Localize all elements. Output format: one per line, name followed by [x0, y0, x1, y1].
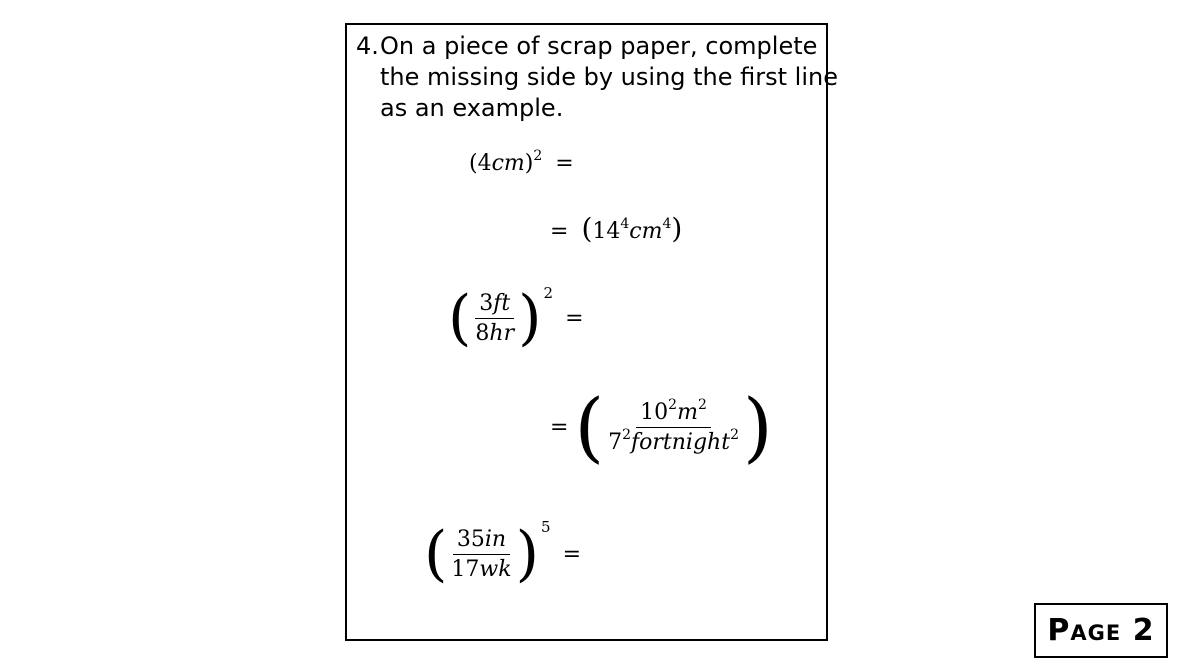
eq3-exponent: 2	[543, 284, 554, 302]
page-number-badge	[1034, 603, 1168, 658]
eq2-unit-exp: 4	[662, 216, 672, 232]
eq4-equals: =	[550, 414, 569, 440]
eq3-den-unit: hr	[489, 320, 515, 346]
eq3-fraction	[471, 291, 518, 346]
eq1-base: 4	[477, 151, 492, 176]
eq1-equals: =	[555, 151, 574, 176]
problem-number: 4.	[356, 32, 379, 60]
eq3-num-unit: ft	[493, 290, 511, 316]
eq3-equals: =	[565, 305, 584, 331]
eq4-num-coef-exp: 2	[668, 396, 678, 413]
eq5-equals: =	[562, 541, 581, 567]
eq4-num-coef: 10	[640, 399, 669, 425]
eq5-num-unit: in	[484, 526, 507, 552]
eq5-num-coef: 35	[456, 526, 485, 552]
eq4-num-unit: m	[677, 399, 698, 425]
eq1-exponent: 2	[533, 148, 543, 164]
eq2-coef: 14	[592, 219, 621, 244]
instruction-line-3: as an example.	[380, 94, 564, 122]
equation-3: ( $\frac{3ft}{8hr}$ ) 2 =	[448, 283, 584, 353]
eq4-den-unit-exp: 2	[730, 426, 739, 443]
instruction-line-1: On a piece of scrap paper, complete	[380, 32, 818, 60]
eq3-num-coef: 3	[479, 290, 494, 316]
eq4-fraction	[604, 396, 743, 455]
equation-5: ( $\frac{35in}{17wk}$ ) 5 =	[424, 518, 581, 589]
eq5-den-unit: wk	[479, 556, 512, 582]
eq2-coef-exp: 4	[620, 216, 630, 232]
eq2-equals: =	[550, 219, 569, 244]
eq5-fraction	[447, 527, 515, 582]
instruction-line-2: the missing side by using the first line	[380, 63, 838, 91]
equation-2: = $(14^4cm^4)$	[550, 212, 683, 245]
eq1-unit: cm	[491, 151, 525, 176]
eq4-den-unit: fortnight	[631, 429, 731, 455]
eq4-den-coef-exp: 2	[622, 426, 632, 443]
eq4-num-unit-exp: 2	[697, 396, 707, 413]
equation-4: = ( $\frac{10^2m^2}{7^2fortnight^2}$ )	[550, 382, 773, 471]
eq3-den-coef: 8	[475, 320, 490, 346]
page-label: Page 2	[1047, 613, 1155, 648]
equation-1: $(4cm)^2$ =	[469, 148, 574, 176]
eq5-exponent: 5	[541, 518, 551, 536]
eq2-unit: cm	[629, 219, 663, 244]
eq5-den-coef: 17	[451, 556, 480, 582]
eq4-den-coef: 7	[608, 429, 623, 455]
